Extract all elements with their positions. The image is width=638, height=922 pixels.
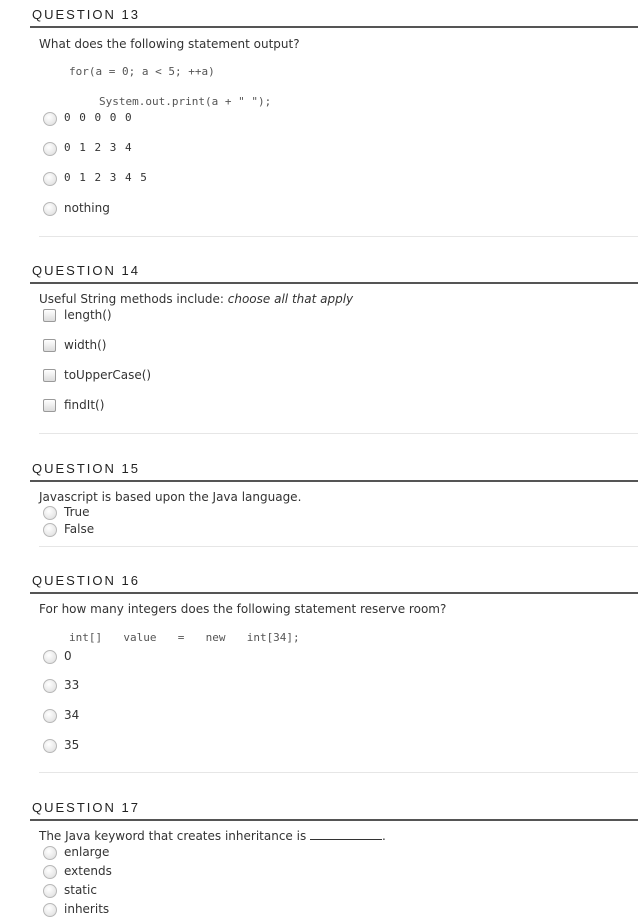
radio-button[interactable]: [43, 650, 57, 664]
question-13-heading: QUESTION 13: [30, 6, 638, 28]
option-label: static: [64, 883, 97, 897]
radio-button[interactable]: [43, 709, 57, 723]
option-label: 34: [64, 708, 80, 722]
question-14-heading: QUESTION 14: [30, 262, 638, 284]
option-label: nothing: [64, 201, 110, 215]
question-13-code-line-1: for(a = 0; a < 5; ++a): [69, 65, 215, 78]
question-17-heading: QUESTION 17: [30, 799, 638, 821]
question-14-stem: [39, 292, 353, 306]
question-17-stem: [39, 829, 386, 843]
option-label: toUpperCase(): [64, 368, 152, 382]
divider: [39, 772, 638, 773]
checkbox[interactable]: [43, 399, 56, 412]
divider: [39, 236, 638, 237]
question-14-stem-text: Useful String methods include:: [39, 292, 228, 306]
option-label: 33: [64, 678, 80, 692]
question-17-stem-text: The Java keyword that creates inheritance is: [39, 829, 311, 843]
question-14: [30, 262, 638, 438]
divider: [39, 433, 638, 434]
question-16-code-line: int[] value = new int[34];: [69, 631, 300, 644]
question-15-stem: Javascript is based upon the Java language.: [39, 490, 302, 504]
radio-button[interactable]: [43, 903, 57, 917]
radio-button[interactable]: [43, 846, 57, 860]
option-label: 0 1 2 3 4 5: [64, 171, 148, 184]
checkbox[interactable]: [43, 369, 56, 382]
radio-button[interactable]: [43, 506, 57, 520]
radio-button[interactable]: [43, 865, 57, 879]
radio-button[interactable]: [43, 202, 57, 216]
question-14-stem-hint: choose all that apply: [227, 292, 354, 306]
option-label: inherits: [64, 902, 110, 916]
option-label: 35: [64, 738, 80, 752]
question-16-stem: For how many integers does the following statement reserve room?: [39, 602, 447, 616]
checkbox[interactable]: [43, 309, 56, 322]
radio-button[interactable]: [43, 112, 57, 126]
option-label: False: [64, 522, 95, 536]
option-label: extends: [64, 864, 112, 878]
question-13: [30, 6, 638, 238]
option-label: 0: [64, 649, 72, 663]
divider: [39, 546, 638, 547]
option-label: width(): [64, 338, 107, 352]
radio-button[interactable]: [43, 679, 57, 693]
option-label: 0 1 2 3 4: [64, 141, 133, 154]
option-label: enlarge: [64, 845, 110, 859]
option-label: True: [64, 505, 90, 519]
question-16-heading: QUESTION 16: [30, 572, 638, 594]
checkbox[interactable]: [43, 339, 56, 352]
radio-button[interactable]: [43, 523, 57, 537]
answer-blank: [310, 829, 382, 840]
radio-button[interactable]: [43, 739, 57, 753]
question-16: [30, 572, 638, 777]
radio-button[interactable]: [43, 172, 57, 186]
question-17: [30, 799, 638, 922]
question-13-code-line-2: System.out.print(a + " ");: [99, 95, 272, 108]
radio-button[interactable]: [43, 142, 57, 156]
radio-button[interactable]: [43, 884, 57, 898]
question-15: [30, 460, 638, 550]
option-label: length(): [64, 308, 112, 322]
question-13-stem: What does the following statement output?: [39, 37, 300, 51]
option-label: findIt(): [64, 398, 105, 412]
question-15-heading: QUESTION 15: [30, 460, 638, 482]
option-label: 0 0 0 0 0: [64, 111, 133, 124]
question-17-stem-end: .: [382, 829, 386, 843]
